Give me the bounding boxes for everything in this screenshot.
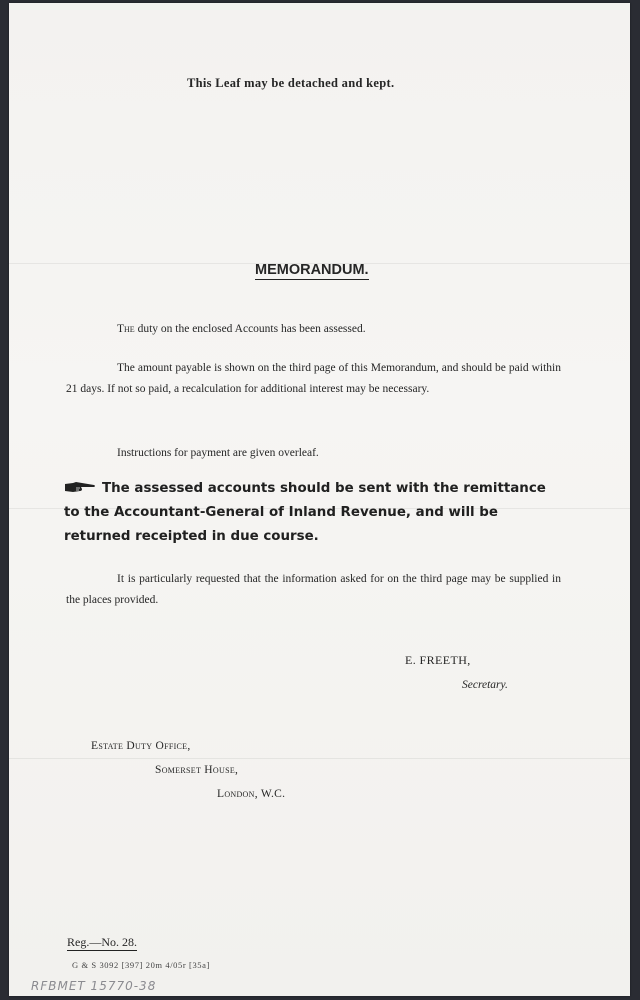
- pencil-annotation: RFBMET 15770-38: [31, 979, 157, 993]
- drop-word: The: [117, 323, 135, 335]
- document-page: [9, 3, 630, 996]
- paragraph-instructions: Instructions for payment are given overleaf.: [117, 447, 319, 459]
- detach-note: This Leaf may be detached and kept.: [187, 76, 395, 90]
- fold-line: [9, 758, 630, 759]
- paragraph-assessed-text: duty on the enclosed Accounts has been assessed.: [134, 323, 366, 335]
- form-reference: Reg.—No. 28.: [67, 935, 137, 949]
- address-line-3: London, W.C.: [217, 788, 286, 800]
- printer-imprint: G & S 3092 [397] 20m 4/05r [35a]: [72, 960, 210, 970]
- paragraph-amount-payable: The amount payable is shown on the third page of this Memorandum, and should be paid within 21 days. If not so paid, a recalculation for additional interest may be necessary.: [66, 362, 561, 395]
- signatory-title: Secretary.: [462, 679, 508, 691]
- paragraph-information-request: It is particularly requested that the information asked for on the third page may be supplied in the places provided.: [66, 573, 561, 606]
- address-line-1: Estate Duty Office,: [91, 740, 191, 752]
- bold-notice-text: The assessed accounts should be sent with the remittance to the Accountant-General of Inland Revenue, and will be returned receipted in due course.: [64, 481, 546, 544]
- address-line-2: Somerset House,: [155, 764, 239, 776]
- bold-notice: [64, 477, 564, 549]
- memorandum-title: MEMORANDUM.: [255, 262, 369, 278]
- pointing-hand-icon: [64, 481, 96, 493]
- paragraph-assessed: [66, 319, 561, 340]
- signatory-name: E. FREETH,: [405, 653, 471, 667]
